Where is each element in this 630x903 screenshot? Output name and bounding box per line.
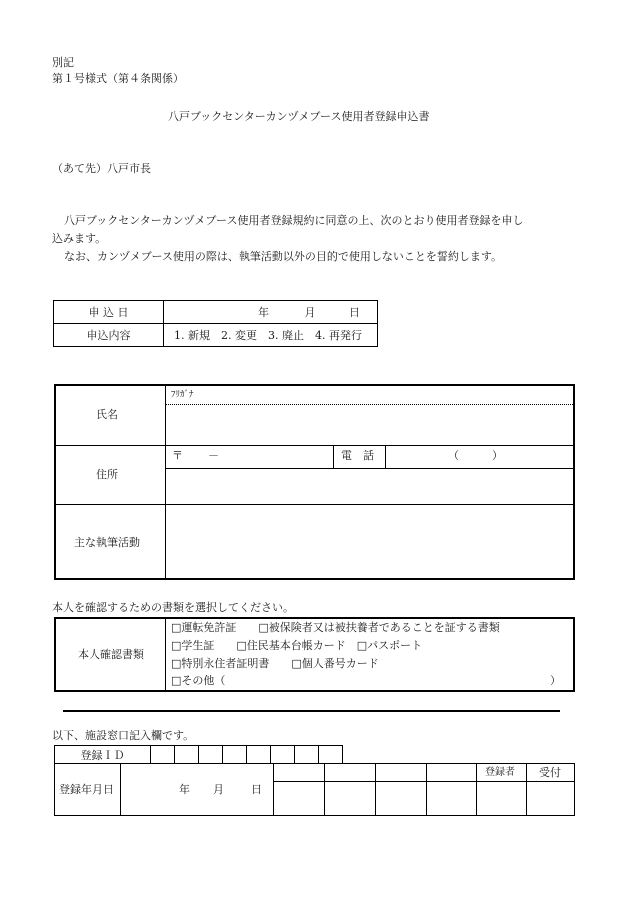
address-field[interactable] <box>166 469 573 504</box>
reception-stamp-cell[interactable] <box>527 782 574 815</box>
furigana-label: ﾌﾘｶﾞﾅ <box>171 390 194 400</box>
id-digit-cell[interactable] <box>271 746 295 764</box>
registration-id-label: 登録ＩＤ <box>55 746 151 764</box>
id-digit-cell[interactable] <box>247 746 271 764</box>
registration-date-label: 登録年月日 <box>59 783 114 796</box>
reg-day-label: 日 <box>251 783 262 796</box>
name-field[interactable] <box>166 405 573 445</box>
section-divider <box>63 710 560 712</box>
day-label: 日 <box>349 306 360 319</box>
reg-year-label: 年 <box>179 783 190 796</box>
id-digit-cell[interactable] <box>295 746 319 764</box>
month-label: 月 <box>304 306 316 319</box>
addressee: （あて先）八戸市長 <box>52 162 151 175</box>
application-content-options[interactable]: 1. 新規 2. 変更 3. 廃止 4. 再発行 <box>164 324 378 347</box>
intro-line-3: なお、カンヅメブース使用の際は、執筆活動以外の目的で使用しないことを誓約します。 <box>64 250 503 263</box>
office-note: 以下、施設窓口記入欄です。 <box>52 729 195 742</box>
postal-dash: － <box>208 449 219 462</box>
reception-label: 受付 <box>539 766 561 779</box>
appendix-label: 別記 <box>52 56 74 69</box>
id-digit-cell[interactable] <box>223 746 247 764</box>
form-number: 第１号様式（第４条関係） <box>52 72 184 85</box>
id-docs-instruction: 本人を確認するための書類を選択してください。 <box>52 601 294 614</box>
registrant-label: 登録者 <box>485 767 515 778</box>
page-title: 八戸ブックセンターカンヅメブース使用者登録申込書 <box>168 110 430 123</box>
address-label: 住所 <box>96 468 118 481</box>
phone-label: 電 話 <box>341 449 374 462</box>
id-docs-option-line-1[interactable]: □運転免許証 □被保険者又は被扶養者であることを証する書類 <box>171 621 500 634</box>
intro-line-2: 込みます。 <box>52 232 107 245</box>
application-table <box>53 300 378 347</box>
id-docs-other-close: ） <box>550 674 561 687</box>
activity-field[interactable] <box>166 505 573 578</box>
registration-date-table <box>54 763 575 816</box>
intro-line-1: 八戸ブックセンターカンヅメブース使用者登録規約に同意の上、次のとおり使用者登録を申し <box>64 214 524 227</box>
application-date-field[interactable] <box>164 301 378 324</box>
id-docs-option-line-3[interactable]: □特別永住者証明書 □個人番号カード <box>171 657 379 670</box>
application-content-label: 申込内容 <box>54 324 164 347</box>
activity-label: 主な執筆活動 <box>74 536 140 549</box>
postal-mark: 〒 <box>172 449 183 462</box>
id-digit-cell[interactable] <box>199 746 223 764</box>
applicant-table <box>54 384 575 580</box>
id-digit-cell[interactable] <box>175 746 199 764</box>
reg-month-label: 月 <box>213 783 224 796</box>
phone-parens: （ ） <box>448 449 503 462</box>
id-digit-cell[interactable] <box>151 746 175 764</box>
id-docs-label: 本人確認書類 <box>78 648 144 661</box>
id-digit-cell[interactable] <box>319 746 343 764</box>
application-date-label: 申 込 日 <box>54 301 164 324</box>
registration-id-table <box>54 745 343 764</box>
id-docs-option-line-2[interactable]: □学生証 □住民基本台帳カード □パスポート <box>171 639 423 652</box>
id-docs-option-other[interactable]: □その他（ <box>171 674 226 687</box>
id-docs-table <box>54 617 575 692</box>
name-label: 氏名 <box>96 408 118 421</box>
year-label: 年 <box>258 306 269 319</box>
registrant-stamp-cell[interactable] <box>477 782 526 815</box>
